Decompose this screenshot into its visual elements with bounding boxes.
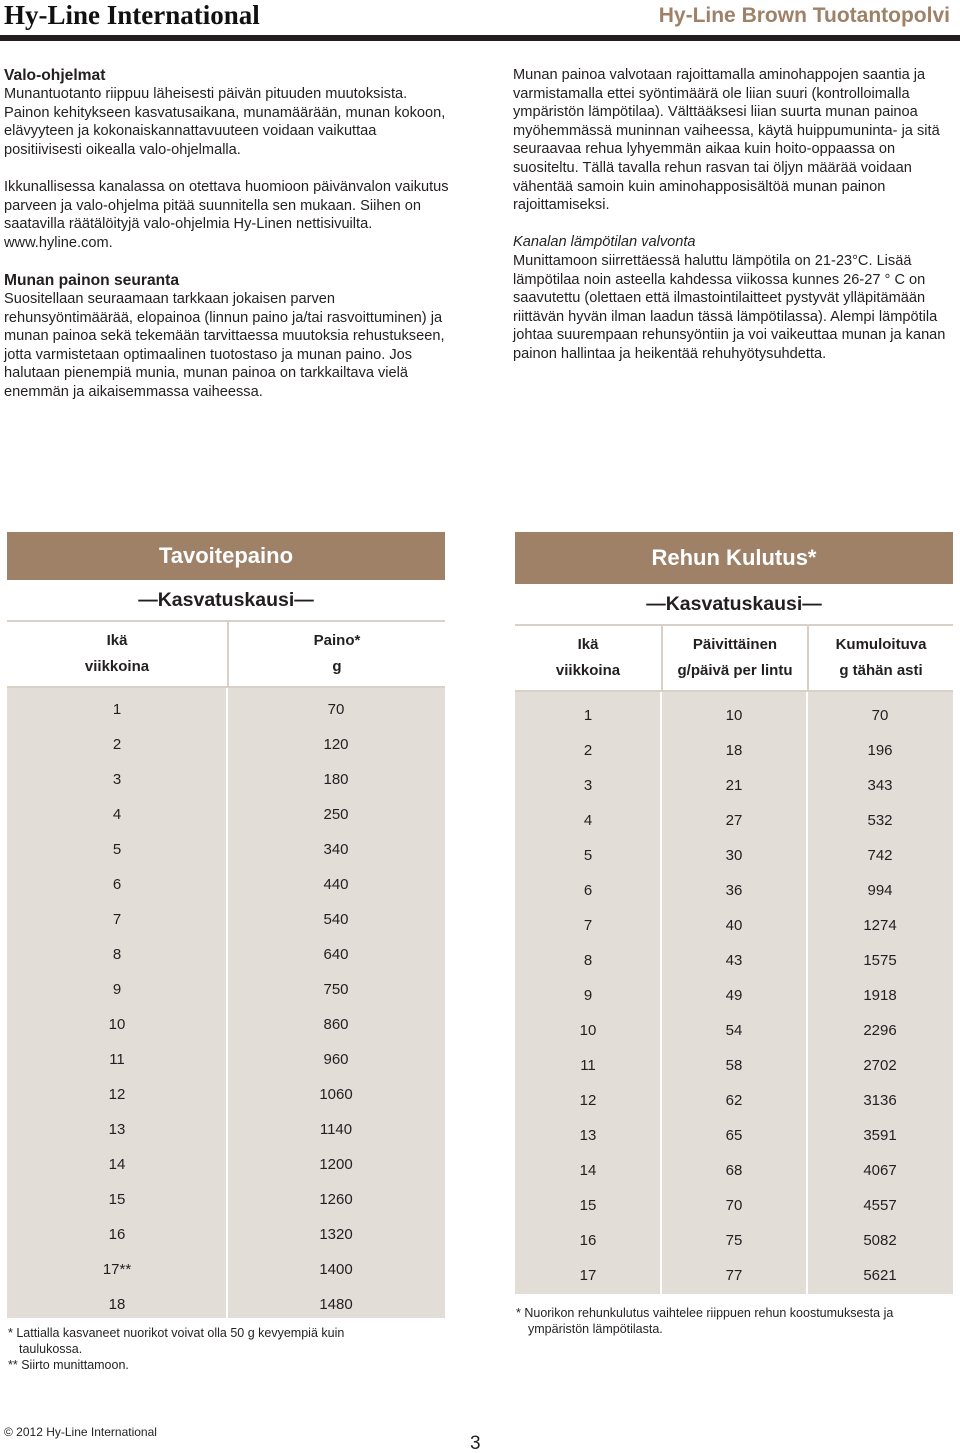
table-row — [515, 943, 953, 978]
header-rule — [0, 35, 960, 41]
table-cell: 68 — [725, 1162, 743, 1179]
table-cell: 1480 — [319, 1296, 353, 1313]
table-cell: 27 — [725, 812, 743, 829]
table-row — [515, 1118, 953, 1153]
table-cell: 1918 — [863, 987, 897, 1004]
table-cell: 14 — [579, 1162, 597, 1179]
table-cell: 13 — [579, 1127, 597, 1144]
table-cell: 43 — [725, 952, 743, 969]
table-cell: 2296 — [863, 1022, 897, 1039]
table-cell: 180 — [323, 771, 349, 788]
table-cell: 1 — [112, 701, 122, 718]
table-cell: 750 — [323, 981, 349, 998]
table-title: Tavoitepaino — [7, 532, 445, 580]
table-row — [515, 1188, 953, 1223]
table-cell: 75 — [725, 1232, 743, 1249]
feed-consumption-table — [515, 532, 953, 1294]
note-floor-raised-cont: taulukossa. — [19, 1342, 83, 1356]
table-cell: 17** — [102, 1261, 132, 1278]
table-cell: 16 — [108, 1226, 126, 1243]
table-cell: 30 — [725, 847, 743, 864]
table-cell: 4557 — [863, 1197, 897, 1214]
paragraph-temperature: Munittamoon siirrettäessä haluttu lämpötila on 21-23°C. Lisää lämpötilaa noin asteella kahdessa viikossa kunnes 26-27 ° C on saavutettu (olettaen että ilmastointilaitteet pystyvät ylläpitämään riittävän hyvän ilman laadun tässä lämpötilassa). Alempi lämpötila johtaa suurempaan rehunsyöntiin ja voi vaikeuttaa munan ja kanan painon hallintaa ja heikentää rehuhyötysuhdetta. — [513, 252, 946, 362]
table-row — [515, 1258, 953, 1293]
table-cell: 1260 — [319, 1191, 353, 1208]
table-cell: 11 — [109, 1051, 125, 1068]
table-cell: 10 — [725, 707, 743, 724]
right-text-column — [513, 66, 953, 364]
table-cell: 58 — [725, 1057, 743, 1074]
table-cell: 9 — [583, 987, 593, 1004]
table-row — [515, 1048, 953, 1083]
table-cell: 3136 — [863, 1092, 897, 1109]
table-cell: 5 — [112, 841, 122, 858]
table-cell: 6 — [112, 876, 122, 893]
table-cell: 5082 — [863, 1232, 897, 1249]
table-row — [515, 873, 953, 908]
table-row — [515, 978, 953, 1013]
table-cell: 440 — [323, 876, 349, 893]
table-cell: 7 — [112, 911, 122, 928]
table-title: Rehun Kulutus* — [515, 532, 953, 584]
table-row — [515, 1223, 953, 1258]
table-header — [515, 624, 953, 692]
table-cell: 10 — [108, 1016, 126, 1033]
table-cell: 8 — [583, 952, 593, 969]
table-cell: 1274 — [863, 917, 897, 934]
table-cell: 1575 — [863, 952, 897, 969]
feed-table-notes — [516, 1305, 956, 1337]
table-cell: 18 — [108, 1296, 126, 1313]
table-cell: 742 — [867, 847, 893, 864]
section-title-egg-weight: Munan painon seuranta — [4, 271, 180, 289]
header-cumulative: Kumuloituva g tähän asti — [807, 626, 953, 690]
table-cell: 1 — [583, 707, 593, 724]
table-cell: 7 — [583, 917, 593, 934]
table-cell: 120 — [323, 736, 349, 753]
table-cell: 65 — [725, 1127, 743, 1144]
table-cell: 1140 — [319, 1121, 353, 1138]
brand-title: Hy-Line International — [4, 0, 260, 30]
left-text-column — [4, 66, 452, 420]
table-cell: 2 — [583, 742, 593, 759]
table-body — [7, 688, 445, 1318]
table-cell: 2 — [112, 736, 122, 753]
table-cell: 3591 — [863, 1127, 897, 1144]
table-cell: 1060 — [319, 1086, 353, 1103]
table-cell: 343 — [867, 777, 893, 794]
table-cell: 10 — [579, 1022, 597, 1039]
table-header — [7, 620, 445, 688]
table-row — [515, 768, 953, 803]
table-cell: 540 — [323, 911, 349, 928]
table-cell: 12 — [579, 1092, 597, 1109]
table-cell: 1200 — [319, 1156, 353, 1173]
table-cell: 15 — [108, 1191, 126, 1208]
copyright: © 2012 Hy-Line International — [4, 1425, 157, 1439]
table-season: —Kasvatuskausi— — [646, 592, 822, 615]
paragraph-egg-weight-control: Munan painoa valvotaan rajoittamalla aminohappojen saantia ja varmistamalla ettei syöntimäärä ole liian suuri (kontrolloimalla ympäristön lämpötilaa). Välttääksesi liian suurta munan painoa myöhemmässä muninnan vaiheessa, käytä huippumuninta- ja sitä seuraavaa rehua lyhyemmän aikaa kuin hoito-oppaassa on suositeltu. Tällä tavalla rehun rasvan tai öljyn määrää voidaan vähentää samoin kuin aminohapposisältöä munan painon rajoittamiseksi. — [513, 67, 940, 214]
table-row — [515, 1153, 953, 1188]
table-cell: 11 — [580, 1057, 596, 1074]
table-row — [515, 908, 953, 943]
column-divider — [806, 692, 808, 1294]
weight-table-notes — [8, 1325, 448, 1373]
paragraph-lighting-1: Munantuotanto riippuu läheisesti päivän pituuden muutoksista. Painon kehitykseen kasvatusaikana, munamäärään, munan kokoon, elävyyteen ja kokonaiskannattavuuteen voidaan vaikuttaa positiivisesti oikealla valo-ohjelmalla. — [4, 86, 446, 158]
table-cell: 12 — [108, 1086, 126, 1103]
table-cell: 49 — [725, 987, 743, 1004]
table-cell: 960 — [323, 1051, 349, 1068]
table-cell: 21 — [725, 777, 743, 794]
table-cell: 1400 — [319, 1261, 353, 1278]
table-cell: 1320 — [319, 1226, 353, 1243]
paragraph-egg-weight: Suositellaan seuraamaan tarkkaan jokaisen parven rehunsyöntimäärää, elopainoa (linnun paino ja/tai rasvoittuminen) ja munan painoa sekä tekemään tarvittaessa muutoksia rehustukseen, jotta varmistetaan optimaalinen tuotostaso ja munan paino. Jos halutaan pienempiä munia, munan painoa on tarkkailtava vielä enemmän ja aikaisemmassa vaiheessa. — [4, 290, 445, 400]
page-number: 3 — [470, 1433, 481, 1453]
table-cell: 2702 — [863, 1057, 897, 1074]
column-divider — [226, 688, 228, 1318]
table-cell: 54 — [725, 1022, 743, 1039]
table-row — [515, 698, 953, 733]
table-row — [515, 803, 953, 838]
table-cell: 8 — [112, 946, 122, 963]
table-cell: 9 — [112, 981, 122, 998]
paragraph-lighting-2: Ikkunallisessa kanalassa on otettava huomioon päivänvalon vaikutus parveen ja valo-ohjelma pitää suunnitella sen mukaan. Siihen on saatavilla räätälöityjä valo-ohjelmia Hy-Linen nettisivuilta. www.hyline.com. — [4, 178, 449, 251]
table-body — [515, 692, 953, 1294]
table-cell: 4 — [112, 806, 122, 823]
table-cell: 532 — [867, 812, 893, 829]
header-age: Ikä viikkoina — [84, 632, 150, 675]
column-divider — [660, 692, 662, 1294]
table-cell: 17 — [579, 1267, 597, 1284]
table-cell: 16 — [579, 1232, 597, 1249]
table-cell: 994 — [867, 882, 893, 899]
table-row — [515, 838, 953, 873]
table-row — [515, 1013, 953, 1048]
table-cell: 6 — [583, 882, 593, 899]
table-season: —Kasvatuskausi— — [138, 588, 314, 611]
table-cell: 860 — [323, 1016, 349, 1033]
table-cell: 14 — [108, 1156, 126, 1173]
table-cell: 70 — [725, 1197, 743, 1214]
section-title-lighting: Valo-ohjelmat — [4, 67, 106, 84]
table-cell: 62 — [725, 1092, 743, 1109]
table-cell: 40 — [725, 917, 743, 934]
table-row — [515, 1083, 953, 1118]
table-cell: 4 — [583, 812, 593, 829]
table-cell: 36 — [725, 882, 743, 899]
table-cell: 5621 — [863, 1267, 897, 1284]
table-cell: 5 — [583, 847, 593, 864]
table-row — [515, 733, 953, 768]
section-title-temperature: Kanalan lämpötilan valvonta — [513, 234, 696, 251]
table-cell: 3 — [583, 777, 593, 794]
product-title: Hy-Line Brown Tuotantopolvi — [658, 4, 950, 27]
target-weight-table — [7, 532, 445, 1318]
table-cell: 70 — [327, 701, 345, 718]
note-transfer: ** Siirto munittamoon. — [8, 1358, 129, 1372]
header-weight: Paino* g — [227, 622, 445, 686]
table-cell: 77 — [725, 1267, 743, 1284]
table-cell: 18 — [725, 742, 743, 759]
table-cell: 196 — [867, 742, 893, 759]
table-cell: 340 — [323, 841, 349, 858]
header-daily: Päivittäinen g/päivä per lintu — [661, 626, 807, 690]
table-cell: 4067 — [863, 1162, 897, 1179]
note-feed-variation-cont: ympäristön lämpötilasta. — [528, 1322, 663, 1336]
table-cell: 640 — [323, 946, 349, 963]
table-cell: 3 — [112, 771, 122, 788]
table-cell: 15 — [579, 1197, 597, 1214]
table-cell: 13 — [108, 1121, 126, 1138]
note-floor-raised: * Lattialla kasvaneet nuorikot voivat olla 50 g kevyempiä kuin — [8, 1326, 345, 1340]
note-feed-variation: * Nuorikon rehunkulutus vaihtelee riippuen rehun koostumuksesta ja — [516, 1306, 894, 1320]
table-cell: 70 — [871, 707, 889, 724]
table-cell: 250 — [323, 806, 349, 823]
header-age: Ikä viikkoina — [555, 636, 621, 679]
